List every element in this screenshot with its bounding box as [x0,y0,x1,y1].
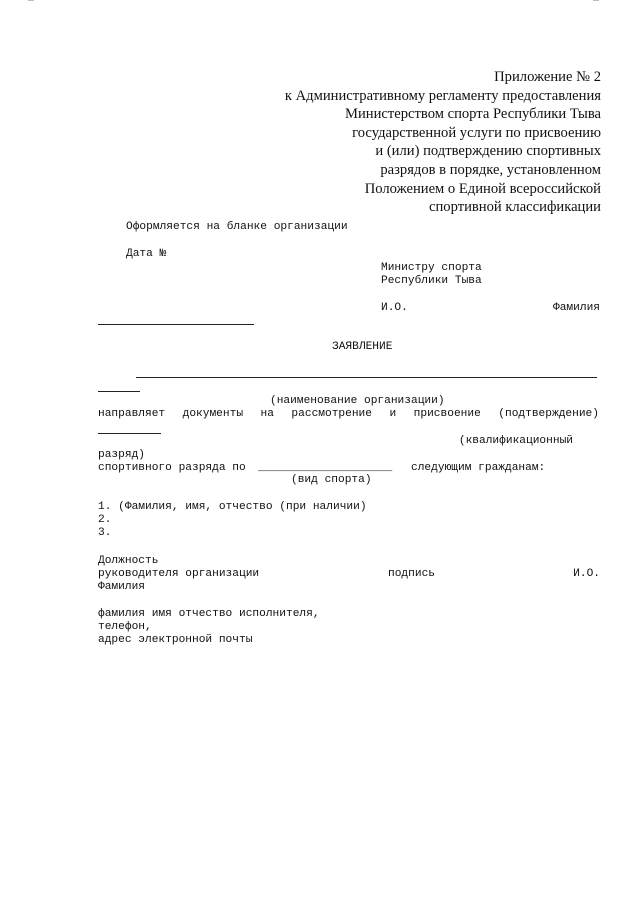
phone-label: телефон, [98,621,152,633]
sends-word: направляет [98,408,166,420]
signature-label: подпись [388,568,435,580]
sends-word: рассмотрение [291,408,372,420]
sport-blank: ____________________ [258,462,393,474]
addressee-underline [98,324,254,325]
sends-word: присвоение [413,408,481,420]
sends-word: на [260,408,274,420]
sends-word: и [389,408,397,420]
addressee-initials: И.О. [381,302,408,314]
citizen-item: 1. (Фамилия, имя, отчество (при наличии) [98,501,367,513]
signature-surname: Фамилия [98,581,145,593]
sends-documents-line [98,408,599,421]
appendix-line: спортивной классификации [429,199,601,216]
addressee-surname: Фамилия [553,302,600,314]
appendix-line: Приложение № 2 [494,69,601,85]
appendix-header [221,68,601,217]
citizen-item: 2. [98,514,112,526]
sport-caption: (вид спорта) [291,474,372,486]
executor-name-label: фамилия имя отчество исполнителя, [98,608,320,620]
date-number-line: Дата № [126,248,167,260]
signature-initials: И.О. [573,568,600,580]
appendix-line: разрядов в порядке, установленном [380,161,601,178]
email-label: адрес электронной почты [98,634,253,646]
appendix-line: Министерством спорта Республики Тыва [345,106,601,123]
rank-blank-line [98,433,161,434]
sends-word: документы [182,408,244,420]
scan-edge-mark-left [28,0,34,1]
organization-name-line [136,377,597,378]
appendix-line: Положением о Единой всероссийской [364,180,601,197]
position-label: Должность [98,555,159,567]
sport-line-prefix: спортивного разряда по [98,462,246,474]
addressee-line-1: Министру спорта [381,262,482,274]
letterhead-note: Оформляется на бланке организации [126,221,348,233]
organization-name-line-tail [98,391,140,392]
document-title: ЗАЯВЛЕНИЕ [332,341,393,353]
appendix-line: государственной услуги по присвоению [352,124,601,141]
organization-caption: (наименование организации) [270,395,445,407]
scan-edge-mark-right [593,0,599,1]
appendix-line: и (или) подтверждению спортивных [375,143,601,160]
qualification-caption: (квалификационный [458,435,573,447]
rank-word: разряд) [98,449,145,461]
appendix-line: к Административному регламенту предоставления [284,87,601,104]
sport-line-suffix: следующим гражданам: [411,462,546,474]
sends-word: (подтверждение) [498,408,599,420]
citizen-item: 3. [98,527,112,539]
head-label: руководителя организации [98,568,260,580]
addressee-line-2: Республики Тыва [381,275,482,287]
